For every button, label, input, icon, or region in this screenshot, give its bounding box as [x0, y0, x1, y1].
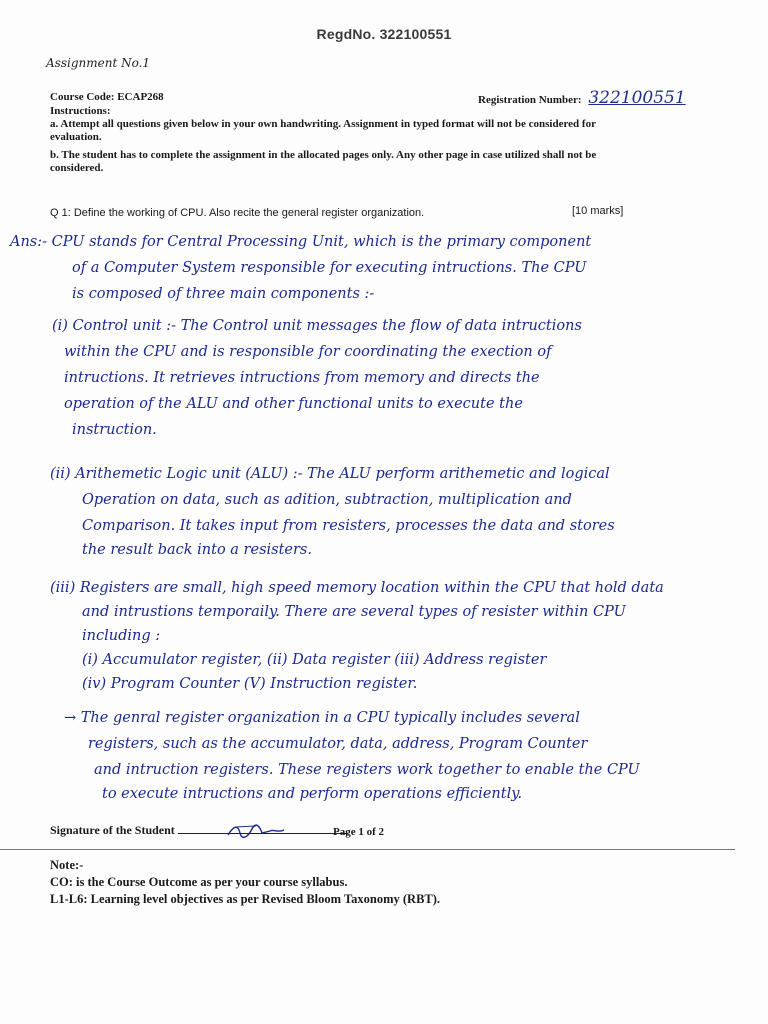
answer-line: instruction.	[72, 422, 157, 438]
note-title: Note:-	[50, 858, 84, 872]
answer-line: the result back into a resisters.	[82, 542, 312, 558]
answer-line: registers, such as the accumulator, data, address, Program Counter	[88, 736, 588, 752]
answer-line: (i) Accumulator register, (ii) Data register (iii) Address register	[82, 652, 547, 668]
note-co: CO: is the Course Outcome as per your course syllabus.	[50, 875, 348, 889]
answer-line: is composed of three main components :-	[72, 286, 375, 302]
question-text: Q 1: Define the working of CPU. Also recite the general register organization.	[50, 207, 425, 219]
answer-line: (ii) Arithemetic Logic unit (ALU) :- The ALU perform arithemetic and logical	[50, 466, 610, 482]
answer-line: (iv) Program Counter (V) Instruction register.	[82, 676, 418, 692]
registration-label: Registration Number:	[478, 94, 582, 106]
instructions-block	[50, 105, 650, 175]
course-code: Course Code: ECAP268	[50, 91, 164, 103]
answer-line: intructions. It retrieves intructions from memory and directs the	[64, 370, 540, 386]
answer-line: (iii) Registers are small, high speed memory location within the CPU that hold data	[50, 580, 664, 596]
signature-scribble-icon	[226, 823, 286, 839]
answer-line: operation of the ALU and other functional units to execute the	[64, 396, 523, 412]
page-number: Page 1 of 2	[333, 826, 385, 838]
answer-line: (i) Control unit :- The Control unit messages the flow of data intructions	[52, 318, 582, 334]
answer-line: Comparison. It takes input from resisters, processes the data and stores	[82, 518, 615, 534]
answer-line: of a Computer System responsible for executing intructions. The CPU	[72, 260, 587, 276]
answer-line: → The genral register organization in a CPU typically includes several	[64, 710, 580, 726]
instructions-title: Instructions:	[50, 105, 111, 117]
answer-line: including :	[82, 628, 161, 644]
answer-line: Ans:- CPU stands for Central Processing Unit, which is the primary component	[10, 234, 592, 250]
answer-line: Operation on data, such as adition, subtraction, multiplication and	[82, 492, 572, 508]
answer-line: and intruction registers. These registers work together to enable the CPU	[94, 762, 640, 778]
signature-label: Signature of the Student	[50, 823, 175, 837]
answer-line: to execute intructions and perform operations efficiently.	[102, 786, 523, 802]
signature-line	[178, 833, 348, 834]
regd-no-header: RegdNo. 322100551	[316, 26, 452, 42]
assignment-label: Assignment No.1	[46, 56, 151, 70]
notes-block	[50, 857, 730, 908]
footer-divider	[0, 849, 735, 850]
registration-value: 322100551	[588, 88, 686, 108]
signature-area	[50, 823, 348, 838]
question-marks: [10 marks]	[572, 205, 624, 217]
answer-line: and intrustions temporaily. There are several types of resister within CPU	[82, 604, 626, 620]
instruction-a: a. Attempt all questions given below in your own handwriting. Assignment in typed format will not be considered for evaluation.	[50, 118, 596, 143]
answer-line: within the CPU and is responsible for coordinating the exection of	[64, 344, 552, 360]
instruction-b: b. The student has to complete the assignment in the allocated pages only. Any other page in case utilized shall not be considered.	[50, 149, 597, 174]
note-rbt: L1-L6: Learning level objectives as per Revised Bloom Taxonomy (RBT).	[50, 892, 441, 906]
